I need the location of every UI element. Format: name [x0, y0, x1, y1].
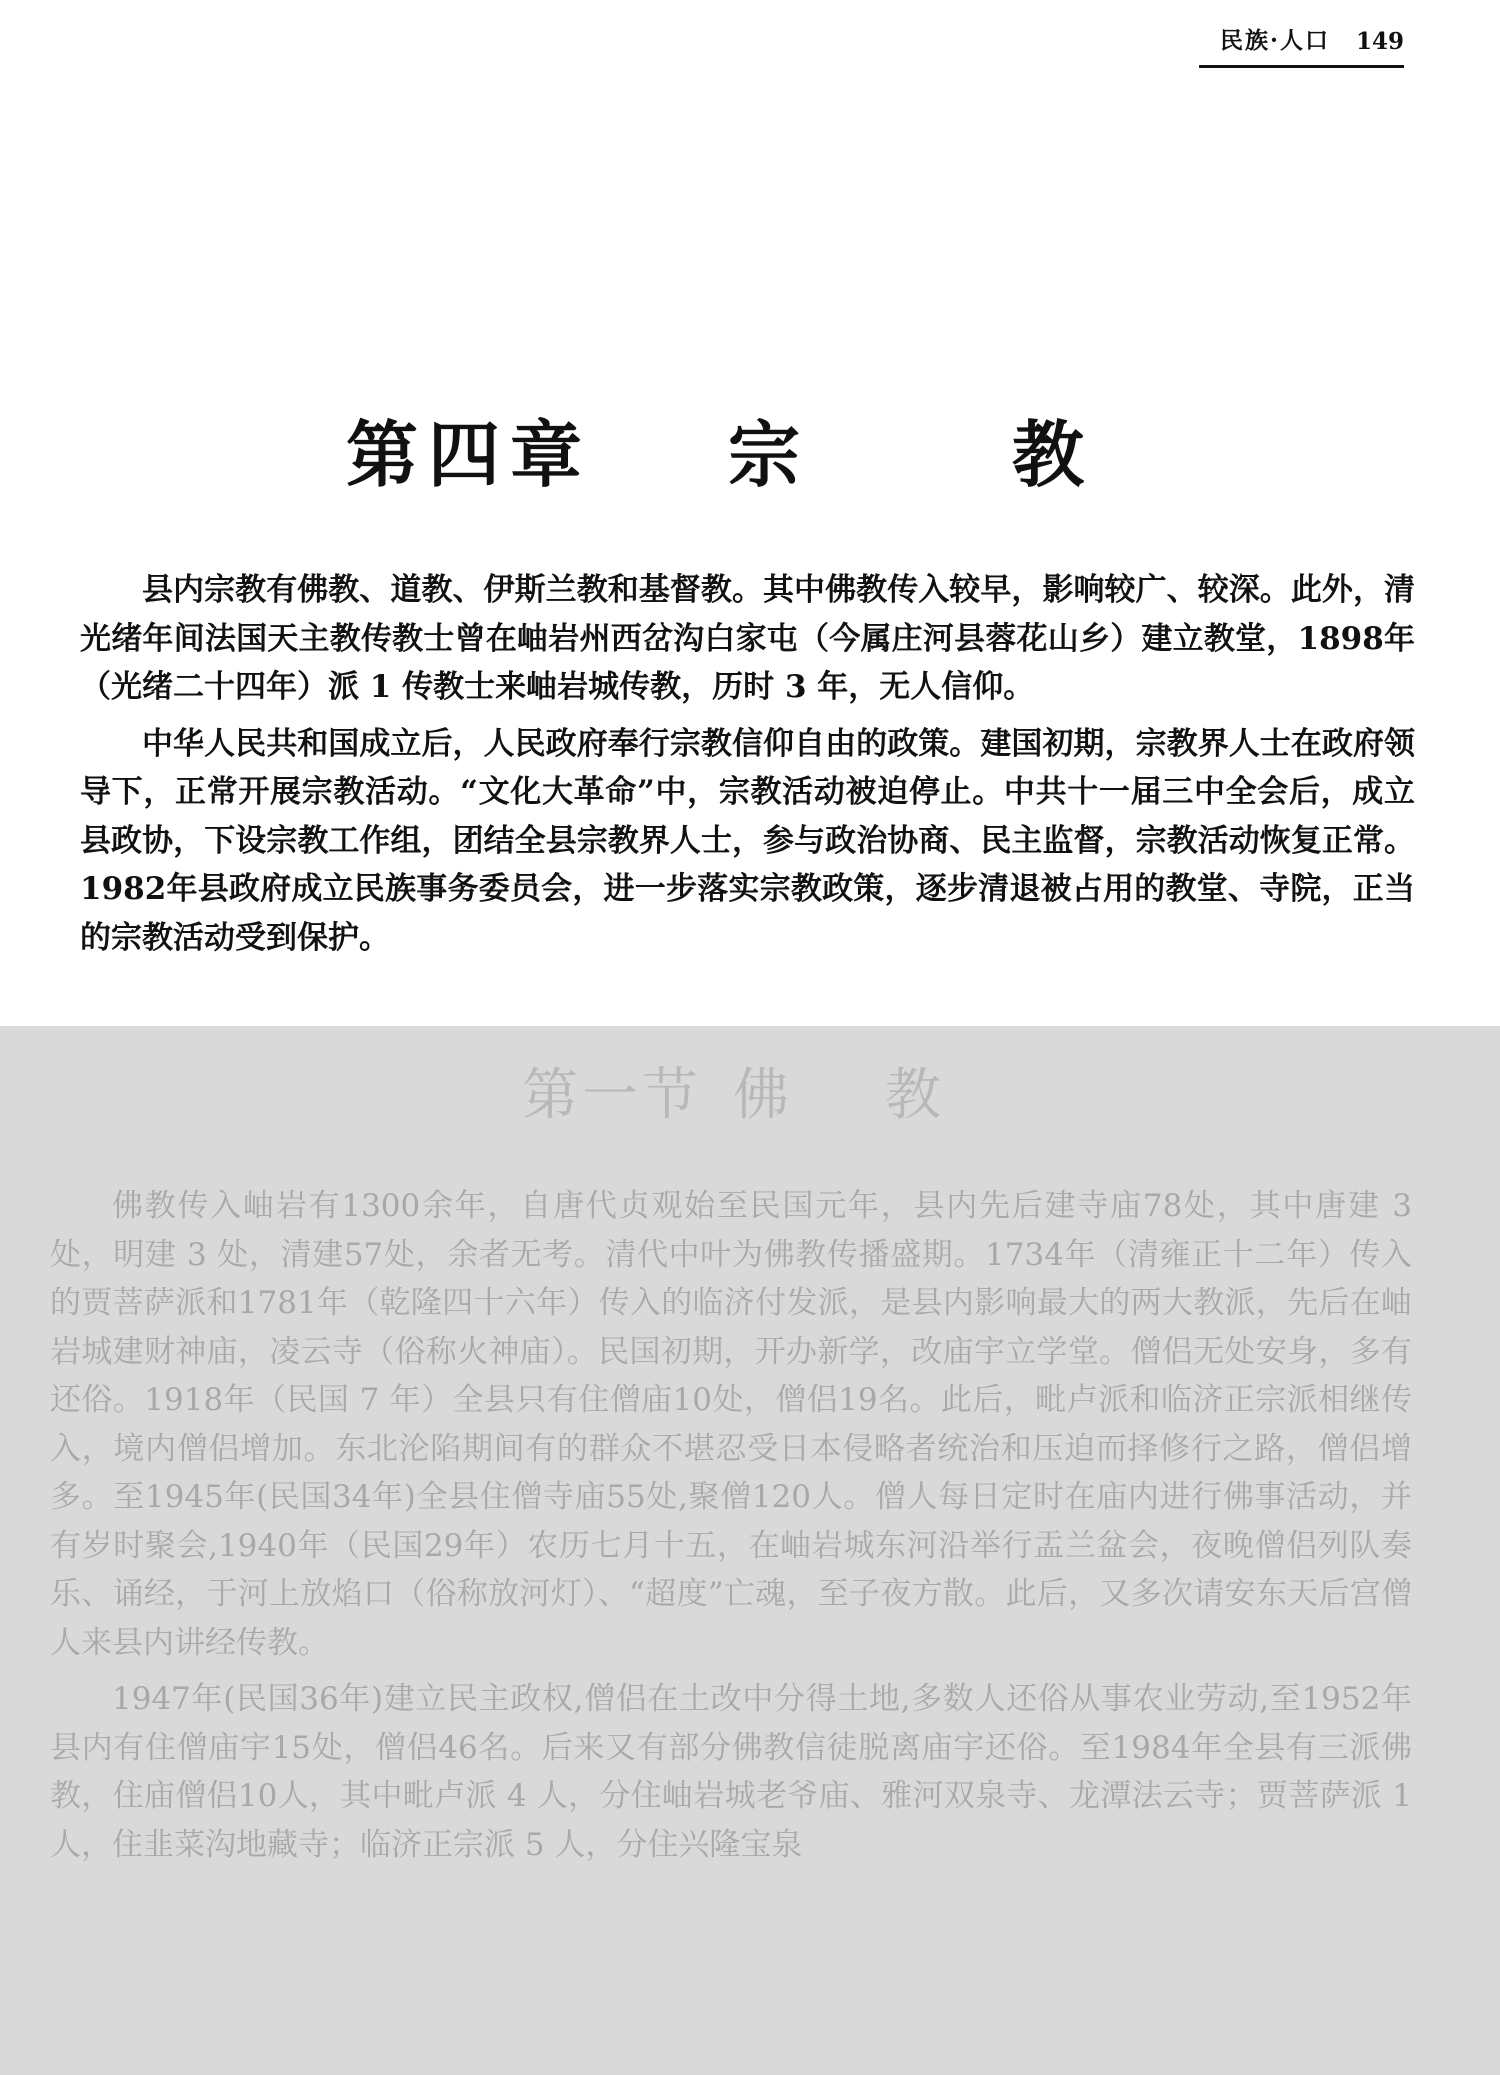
running-header: [1199, 22, 1404, 68]
body-paragraph: 佛教传入岫岩有1300余年，自唐代贞观始至民国元年，县内先后建寺庙78处，其中唐建 3 处，明建 3 处，清建57处，余者无考。清代中叶为佛教传播盛期。1734年（清雍正十二年）传入的贾菩萨派和1781年（乾隆四十六年）传入的临济付发派，是县内影响最大的两大教派，先后在岫岩城建财神庙，凌云寺（俗称火神庙）。民国初期，开办新学，改庙宇立学堂。僧侣无处安身，多有还俗。1918年（民国 7 年）全县只有住僧庙10处，僧侣19名。此后，毗卢派和临济正宗派相继传入，境内僧侣增加。东北沦陷期间有的群众不堪忍受日本侵略者统治和压迫而择修行之路，僧侣增多。至1945年(民国34年)全县住僧寺庙55处,聚僧120人。僧人每日定时在庙内进行佛事活动，并有岁时聚会,1940年（民国29年）农历七月十五，在岫岩城东河沿举行盂兰盆会，夜晚僧侣列队奏乐、诵经，于河上放焰口（俗称放河灯）、“超度”亡魂，至子夜方散。此后，又多次请安东天后宫僧人来县内讲经传教。: [50, 1188, 1412, 1661]
chapter-title-char-1: 宗: [728, 412, 801, 497]
section-body: [50, 1182, 1412, 1877]
section-number: 第一节: [522, 1063, 702, 1128]
body-paragraph: 1947年(民国36年)建立民主政权,僧侣在土改中分得土地,多数人还俗从事农业劳动,至1952年县内有住僧庙宇15处，僧侣46名。后来又有部分佛教信徒脱离庙宇还俗。至1984年全县有三派佛教，住庙僧侣10人，其中毗卢派 4 人，分住岫岩城老爷庙、雅河双泉寺、龙潭法云寺；贾菩萨派 1 人，住韭菜沟地藏寺；临济正宗派 5 人，分住兴隆宝泉: [50, 1681, 1412, 1863]
chapter-intro: [80, 566, 1415, 970]
page-number: 149: [1355, 28, 1404, 55]
section-title: [0, 1056, 1500, 1136]
chapter-title: [0, 410, 1500, 500]
chapter-title-char-2: 教: [1012, 412, 1085, 497]
header-section-name: 民族·人口: [1219, 27, 1330, 54]
intro-paragraph: 县内宗教有佛教、道教、伊斯兰教和基督教。其中佛教传入较早，影响较广、较深。此外，清光绪年间法国天主教传教士曾在岫岩州西岔沟白家屯（今属庄河县蓉花山乡）建立教堂，1898年（光绪二十四年）派 1 传教士来岫岩城传教，历时 3 年，无人信仰。: [80, 572, 1415, 705]
intro-paragraph: 中华人民共和国成立后，人民政府奉行宗教信仰自由的政策。建国初期，宗教界人士在政府领导下，正常开展宗教活动。“文化大革命”中，宗教活动被迫停止。中共十一届三中全会后，成立县政协，下设宗教工作组，团结全县宗教界人士，参与政治协商、民主监督，宗教活动恢复正常。1982年县政府成立民族事务委员会，进一步落实宗教政策，逐步清退被占用的教堂、寺院，正当的宗教活动受到保护。: [80, 725, 1415, 956]
chapter-number: 第四章: [346, 412, 593, 497]
section-title-char-2: 教: [885, 1063, 941, 1128]
section-title-char-1: 佛: [733, 1063, 789, 1128]
